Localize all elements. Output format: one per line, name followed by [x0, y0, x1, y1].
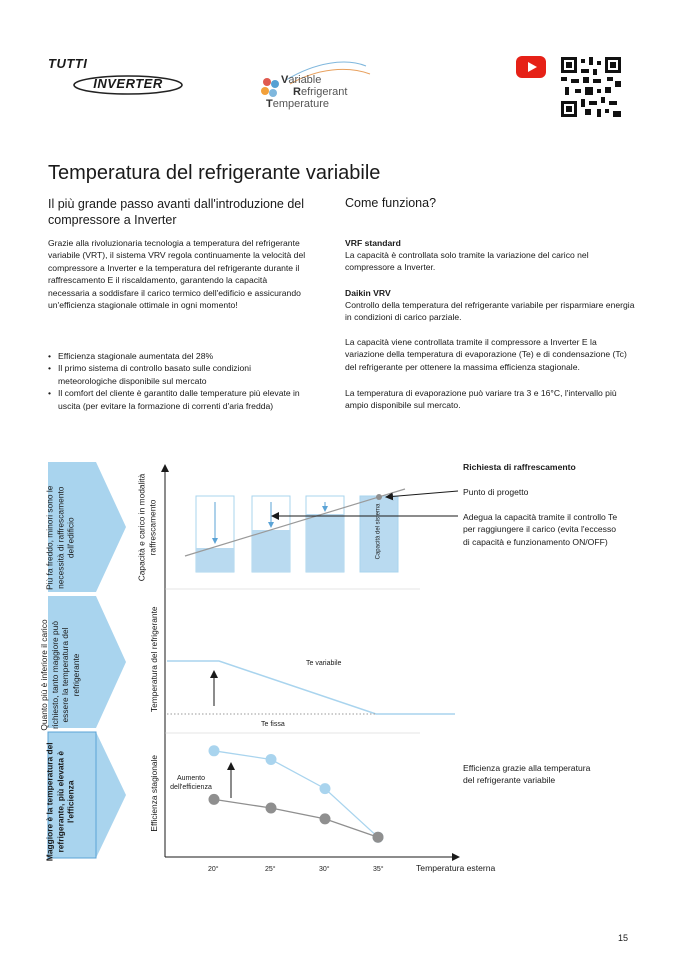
- list-item: • Il comfort del cliente è garantito dalle temperature più elevate in uscita (per evitare la formazione di correnti d'aria fredda): [48, 387, 310, 412]
- x-axis-label: Temperatura esterna: [416, 863, 496, 873]
- right-subtitle: Come funziona?: [345, 196, 437, 210]
- left-subtitle: Il più grande passo avanti dall'introduzione del compressore a Inverter: [48, 197, 305, 227]
- intro-paragraph: Grazie alla rivoluzionaria tecnologia a temperatura del refrigerante variabile (VRT), il sistema VRV regola continuamente la velocità del compressore a Inverter e la temperatura del refrigerante durante il raffrescamento E il riscaldamento, garantendo la capacità necessaria a soddisfare il carico termico dell'edificio e assicurando un'efficienza stagionale ottimale in ogni momento!: [48, 238, 306, 311]
- design-point: [376, 494, 382, 500]
- data-point: [209, 745, 220, 756]
- data-point: [373, 832, 384, 843]
- vrt-logo: Variable Refrigerant Temperature: [256, 54, 376, 114]
- legend-title: Richiesta di raffrescamento: [463, 462, 576, 472]
- series-line-0: [214, 751, 378, 837]
- axis-label-capacity: Capacità e carico in modalità raffrescamento: [136, 473, 157, 582]
- daikin-title: Daikin VRV: [345, 288, 391, 298]
- vrf-title: VRF standard: [345, 238, 401, 248]
- te-variable-label: Te variabile: [306, 660, 342, 667]
- daikin-text: Controllo della temperatura del refrigerante variabile per risparmiare energia in condizioni di carico parziale.: [345, 300, 635, 323]
- page-number: 15: [618, 933, 629, 943]
- x-tick: 35°: [373, 866, 384, 873]
- data-point: [320, 783, 331, 794]
- data-point: [266, 754, 277, 765]
- paragraph-te-tc: La capacità viene controllata tramite il compressore a Inverter E la variazione della temperatura di evaporazione (Te) e di condensazione (Tc) del refrigerante per ottenere la massima efficienza stagionale.: [345, 337, 627, 372]
- x-tick: 25°: [265, 866, 276, 873]
- load-bar-30: [306, 514, 344, 572]
- page-title: Temperatura del refrigerante variabile: [48, 162, 381, 184]
- efficiency-gain-label: Aumento dell'efficienza: [170, 775, 212, 791]
- efficiency-chart: [209, 745, 384, 842]
- logo-tutti: TUTTI: [48, 56, 88, 71]
- x-tick: 20°: [208, 866, 219, 873]
- y-axis-arrow-icon: [161, 464, 169, 472]
- data-point: [209, 794, 220, 805]
- axis-label-refrigerant: Temperatura del refrigerante: [148, 606, 159, 713]
- te-variable-line: [167, 661, 455, 714]
- legend-adjust: Adegua la capacità tramite il controllo Te per raggiungere il carico (evita l'eccesso di capacità e funzionamento ON/OFF): [463, 512, 618, 547]
- series-line-1: [214, 799, 378, 837]
- paragraph-range: La temperatura di evaporazione può variare tra 3 e 16°C, l'intervallo più ampio disponibile sul mercato.: [345, 388, 617, 411]
- axis-label-efficiency: Efficienza stagionale: [148, 754, 159, 832]
- data-point: [320, 813, 331, 824]
- vrf-text: La capacità è controllata solo tramite la variazione del carico nel compressore a Inverter.: [345, 250, 589, 273]
- list-item: • Il primo sistema di controllo basato sulle condizioni meteorologiche disponibile sul mercato: [48, 362, 310, 387]
- efficiency-note: Efficienza grazie alla temperatura del refrigerante variabile: [463, 763, 591, 786]
- load-bar-20: [196, 548, 234, 572]
- data-point: [266, 803, 277, 814]
- load-bar-25: [252, 530, 290, 572]
- list-item: • Efficienza stagionale aumentata del 28%: [48, 350, 310, 362]
- side-label-3: Maggiore è la temperatura del refrigerante, più elevata è l'efficienza: [44, 742, 76, 862]
- side-label-2: Quanto più è inferiore il carico richiesto, tanto maggiore può essere la temperatura del refrigerante: [39, 619, 81, 731]
- logo-inverter-text: INVERTER: [93, 76, 163, 91]
- te-fixed-label: Te fissa: [261, 721, 285, 728]
- side-label-1: Più fa freddo, minori sono le necessità di raffrescamento dell'edificio: [44, 485, 76, 590]
- x-tick: 30°: [319, 866, 330, 873]
- x-axis-arrow-icon: [452, 853, 460, 861]
- legend-design-point: Punto di progetto: [463, 487, 529, 497]
- capacity-label: Capacità del sistema: [375, 503, 382, 560]
